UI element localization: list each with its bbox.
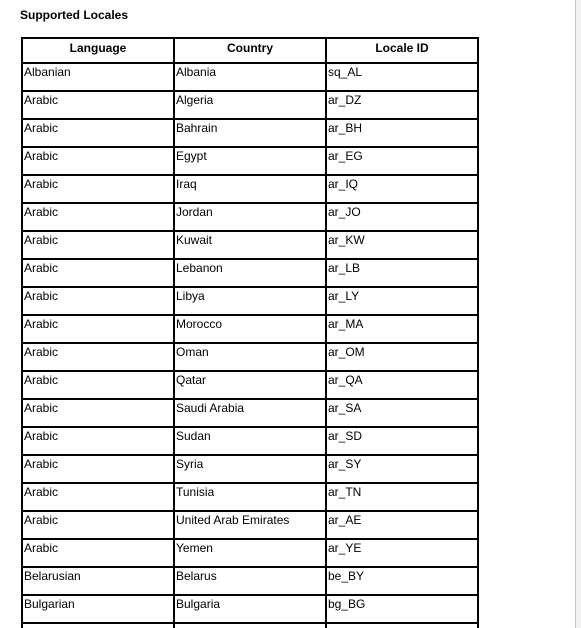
language-cell: Arabic — [23, 204, 175, 232]
locale-id-cell: ar_DZ — [327, 92, 477, 120]
language-cell: Arabic — [23, 316, 175, 344]
table-row — [23, 596, 477, 624]
table-row — [23, 204, 477, 232]
locale-id-cell: ar_BH — [327, 120, 477, 148]
language-cell: Arabic — [23, 456, 175, 484]
language-cell: Arabic — [23, 428, 175, 456]
table-row — [23, 64, 477, 92]
language-cell — [23, 624, 175, 628]
window-right-edge — [575, 0, 581, 628]
table-row — [23, 148, 477, 176]
language-cell: Arabic — [23, 484, 175, 512]
country-cell — [175, 624, 327, 628]
locale-id-cell: bg_BG — [327, 596, 477, 624]
country-cell: United Arab Emirates — [175, 512, 327, 540]
locale-id-cell: ar_LY — [327, 288, 477, 316]
table-row — [23, 568, 477, 596]
country-cell: Oman — [175, 344, 327, 372]
table-header-row — [23, 39, 477, 64]
table-row — [23, 400, 477, 428]
language-cell: Albanian — [23, 64, 175, 92]
country-cell: Algeria — [175, 92, 327, 120]
table-row — [23, 176, 477, 204]
locale-id-cell: ar_IQ — [327, 176, 477, 204]
language-cell: Arabic — [23, 176, 175, 204]
language-cell: Arabic — [23, 148, 175, 176]
country-cell: Yemen — [175, 540, 327, 568]
table-row — [23, 288, 477, 316]
locale-id-cell: be_BY — [327, 568, 477, 596]
locale-id-cell: sq_AL — [327, 64, 477, 92]
country-cell: Sudan — [175, 428, 327, 456]
country-cell: Syria — [175, 456, 327, 484]
table-row — [23, 372, 477, 400]
language-cell: Arabic — [23, 232, 175, 260]
table-row — [23, 316, 477, 344]
locale-id-cell: ar_JO — [327, 204, 477, 232]
language-cell: Arabic — [23, 540, 175, 568]
table-row — [23, 540, 477, 568]
locale-id-cell: ar_OM — [327, 344, 477, 372]
table-row — [23, 456, 477, 484]
locale-id-cell: ar_KW — [327, 232, 477, 260]
country-cell: Qatar — [175, 372, 327, 400]
language-cell: Arabic — [23, 288, 175, 316]
country-cell: Saudi Arabia — [175, 400, 327, 428]
locale-id-cell: ar_SA — [327, 400, 477, 428]
locale-id-cell: ar_SY — [327, 456, 477, 484]
column-header-language: Language — [23, 39, 175, 64]
language-cell: Arabic — [23, 92, 175, 120]
country-cell: Jordan — [175, 204, 327, 232]
country-cell: Lebanon — [175, 260, 327, 288]
language-cell: Arabic — [23, 512, 175, 540]
language-cell: Belarusian — [23, 568, 175, 596]
country-cell: Belarus — [175, 568, 327, 596]
table-row — [23, 512, 477, 540]
language-cell: Arabic — [23, 400, 175, 428]
locale-id-cell: ar_EG — [327, 148, 477, 176]
country-cell: Bahrain — [175, 120, 327, 148]
locale-id-cell: ar_TN — [327, 484, 477, 512]
country-cell: Egypt — [175, 148, 327, 176]
column-header-country: Country — [175, 39, 327, 64]
country-cell: Albania — [175, 64, 327, 92]
locales-table — [21, 37, 479, 628]
country-cell: Kuwait — [175, 232, 327, 260]
table-row — [23, 92, 477, 120]
table-row — [23, 232, 477, 260]
country-cell: Iraq — [175, 176, 327, 204]
country-cell: Libya — [175, 288, 327, 316]
section-heading: Supported Locales — [20, 8, 129, 22]
table-row — [23, 484, 477, 512]
country-cell: Bulgaria — [175, 596, 327, 624]
table-row — [23, 428, 477, 456]
locale-id-cell: ar_LB — [327, 260, 477, 288]
table-row — [23, 624, 477, 628]
language-cell: Arabic — [23, 260, 175, 288]
locale-id-cell: ar_AE — [327, 512, 477, 540]
locale-id-cell — [327, 624, 477, 628]
language-cell: Arabic — [23, 120, 175, 148]
table-row — [23, 344, 477, 372]
table-row — [23, 260, 477, 288]
table-row — [23, 120, 477, 148]
locale-id-cell: ar_QA — [327, 372, 477, 400]
country-cell: Morocco — [175, 316, 327, 344]
language-cell: Arabic — [23, 372, 175, 400]
table-body — [23, 64, 477, 628]
language-cell: Arabic — [23, 344, 175, 372]
country-cell: Tunisia — [175, 484, 327, 512]
locale-id-cell: ar_SD — [327, 428, 477, 456]
language-cell: Bulgarian — [23, 596, 175, 624]
column-header-locale-id: Locale ID — [327, 39, 477, 64]
locale-id-cell: ar_MA — [327, 316, 477, 344]
locale-id-cell: ar_YE — [327, 540, 477, 568]
